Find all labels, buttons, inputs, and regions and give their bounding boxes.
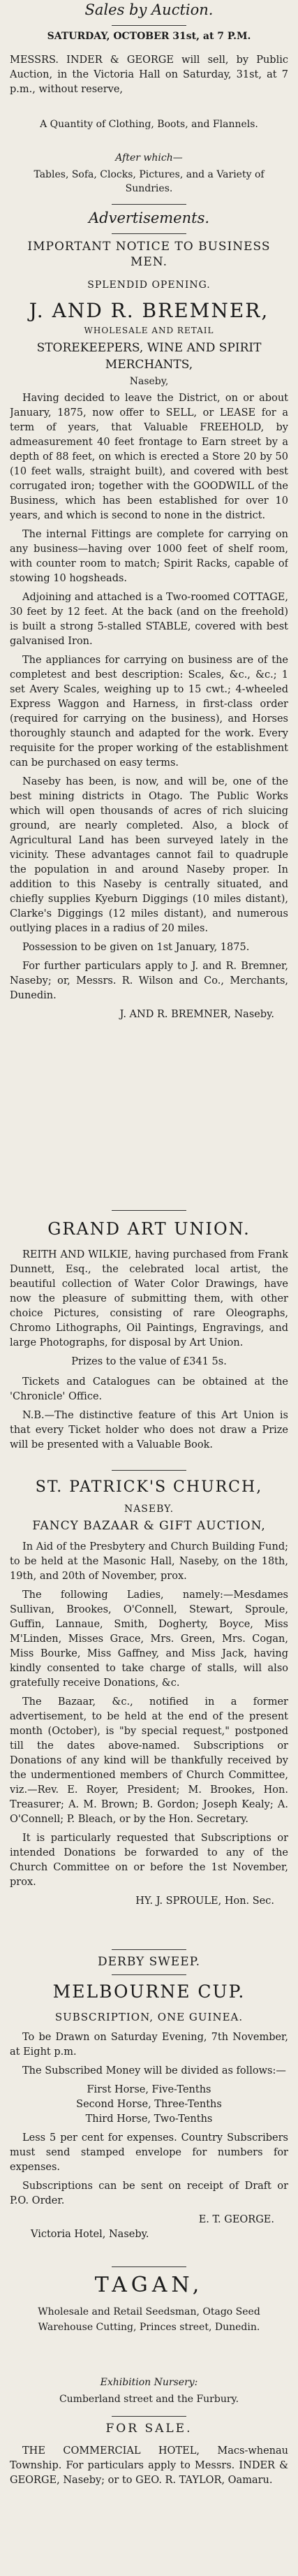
church-paragraph: The following Ladies, namely:—Mesdames Sullivan, Brookes, O'Connell, Stewart, Sproule, Guffin, Lannaue, Smith, Dogherty, Boyce, Miss M'Linden, Misses Grace, Mrs. Green, Mrs. Cogan, Miss Bourke, Miss Gaffney, and Miss Jack, having kindly consented to take charge of stalls, will also gratefully receive Donations, &c. <box>10 1589 288 1689</box>
divider <box>112 2266 186 2267</box>
divider <box>112 233 186 234</box>
art-union-paragraph: N.B.—The distinctive feature of this Art Union is that every Ticket holder who does not draw a Prize will be presented with a Valuable Book. <box>10 1410 288 1450</box>
firm-subtitle: WHOLESALE AND RETAIL <box>84 326 214 335</box>
church-title: ST. PATRICK'S CHURCH, <box>35 1478 263 1496</box>
church-paragraph: The Bazaar, &c., notified in a former advertisement, to be held at the end of the present month (October), is "by special request," postponed till the dates above-named. Subscriptions or Donations of any kind will be thankfully received by the undermentioned members of Church Committee, viz.—Rev. E. Royer, President; M. Brookes, Hon. Treasurer; A. M. Brown; B. Gordon; Joseph Kealy; A. O'Connell; P. Bleach, or by the Hon. Secretary. <box>10 1696 288 1825</box>
derby-title: DERBY SWEEP. <box>98 1955 200 1969</box>
cup-paragraph: Subscriptions can be sent on receipt of Draft or P.O. Order. <box>10 2181 288 2206</box>
notice-body <box>10 391 288 1205</box>
sale-body <box>10 2444 288 2570</box>
divider <box>112 25 186 26</box>
divider <box>112 2416 186 2417</box>
notice-paragraph: Possession to be given on 1st January, 1875. <box>22 942 250 953</box>
firm-name: J. AND R. BREMNER, <box>29 299 269 322</box>
sale-title: FOR SALE. <box>105 2422 193 2436</box>
auction-after: After which— <box>115 152 183 163</box>
notice-signature: J. AND R. BREMNER, Naseby. <box>119 1009 274 1020</box>
notice-title: IMPORTANT NOTICE TO BUSINESS MEN. <box>27 240 271 269</box>
heading-text: Sales by Auction. <box>84 1 214 18</box>
notice-paragraph: The appliances for carrying on business are of the completest and best description: Scales, &c., &c.; 1 set Avery Scales, weighing up to 15 cwt.; 4-wheeled Express Waggon and Harness, in first-class order (required for carrying on the business), and Horses thoroughly staunch and adapted for the work. Every requisite for the proper working of the establishment can be purchased on easy terms. <box>10 655 288 769</box>
cup-list-item: Third Horse, Two-Tenths <box>85 2113 213 2125</box>
firm-trade: STOREKEEPERS, WINE AND SPIRIT MERCHANTS, <box>36 341 262 372</box>
notice-paragraph: Having decided to leave the District, on or about January, 1875, now offer to SELL, or LEASE for a term of years, that Valuable FREEHOLD, by admeasurement 40 feet frontage to Earn street by a depth of 88 feet, on which is erected a Store 20 by 50 (10 feet walls, straight built), and covered with best corrugated iron; together with the GOODWILL of the Business, which has been established for over 10 years, and which is second to none in the district. <box>10 393 288 521</box>
tagan-nursery-place: Cumberland street and the Furbury. <box>59 2394 239 2405</box>
church-paragraph: In Aid of the Presbytery and Church Building Fund; to be held at the Masonic Hall, Naseby, on the 18th, 19th, and 20th of November, prox. <box>10 1541 288 1582</box>
section-heading-sales <box>10 1 288 22</box>
art-union-paragraph: Tickets and Catalogues can be obtained at the 'Chronicle' Office. <box>10 1376 288 1402</box>
firm-place: Naseby, <box>129 376 169 387</box>
notice-paragraph: The internal Fittings are complete for carrying on any business—having over 1000 feet of shelf room, with counter room to match; Spirit Racks, capable of stowing 10 hogsheads. <box>10 529 288 584</box>
church-subtitle: FANCY BAZAAR & GIFT AUCTION, <box>32 1519 266 1533</box>
tagan-nursery: Exhibition Nursery: <box>100 2377 198 2388</box>
sale-paragraph: THE COMMERCIAL HOTEL, Macs-whenau Township. For particulars apply to Messrs. INDER & GEORGE, Naseby; or to GEO. R. TAYLOR, Oamaru. <box>10 2445 288 2486</box>
church-place: NASEBY. <box>124 1504 174 1515</box>
notice-paragraph: Naseby has been, is now, and will be, one of the best mining districts in Otago. The Public Works which will open thousands of acres of rich sluicing ground, are nearly completed. Also, a block of Agricultural Land has been surveyed lately in the vicinity. These advantages cannot fail to quadruple the population in and around Naseby proper. In addition to this Naseby is centrally situated, and chiefly supplies Kyeburn Diggings (10 miles distant), Clarke's Diggings (12 miles distant), and numerous outlying places in a radius of 20 miles. <box>10 776 288 934</box>
cup-subtitle: SUBSCRIPTION, ONE GUINEA. <box>54 2011 244 2023</box>
church-body <box>10 1540 288 1938</box>
tagan-body: Wholesale and Retail Seedsman, Otago Seed Warehouse Cutting, Princes street, Dunedin. <box>38 2306 260 2333</box>
notice-paragraph: Adjoining and attached is a Two-roomed COTTAGE, 30 feet by 12 feet. At the back (and on the freehold) is built a strong 5-stalled STABLE, covered with best galvanised Iron. <box>10 592 288 647</box>
cup-signature: E. T. GEORGE. <box>198 2214 274 2225</box>
cup-paragraph: The Subscribed Money will be divided as follows:— <box>22 2065 286 2076</box>
divider <box>112 1210 186 1211</box>
divider <box>112 204 186 205</box>
section-heading-advertisements <box>10 210 288 231</box>
cup-body <box>10 2030 288 2261</box>
divider <box>112 1974 186 1975</box>
art-union-paragraph: REITH AND WILKIE, having purchased from Frank Dunnett, Esq., the celebrated local artist, the beautiful collection of Water Color Drawings, have now the pleasure of submitting them, with other choice Pictures, consisting of rare Oleographs, Chromo Lithographs, Oil Paintings, Engravings, and large Photographs, for disposal by Art Union. <box>10 1249 288 1348</box>
auction-text: MESSRS. INDER & GEORGE will sell, by Public Auction, in the Victoria Hall on Saturday, 31st, at 7 p.m., without reserve, <box>10 54 288 95</box>
cup-place: Victoria Hotel, Naseby. <box>31 2229 149 2240</box>
auction-item-clothing: A Quantity of Clothing, Boots, and Flannels. <box>40 119 258 130</box>
auction-body <box>10 53 288 115</box>
auction-date: SATURDAY, OCTOBER 31st, at 7 P.M. <box>47 31 251 42</box>
cup-list-item: Second Horse, Three-Tenths <box>76 2099 222 2110</box>
notice-paragraph: For further particulars apply to J. and R. Bremner, Naseby; or, Messrs. R. Wilson and Co., Merchants, Dunedin. <box>10 961 288 1001</box>
art-union-title: GRAND ART UNION. <box>47 1219 251 1239</box>
church-paragraph: It is particularly requested that Subscriptions or intended Donations be forwarded to any of the Church Committee on or before the 1st November, prox. <box>10 1833 288 1888</box>
cup-paragraph: To be Drawn on Saturday Evening, 7th November, at Eight p.m. <box>10 2032 288 2058</box>
heading-text: Advertisements. <box>88 210 210 226</box>
cup-title: MELBOURNE CUP. <box>52 1981 246 2002</box>
church-signature: HY. J. SPROULE, Hon. Sec. <box>135 1895 274 1907</box>
tagan-title: TAGAN, <box>94 2273 204 2297</box>
auction-item-tables: Tables, Sofa, Clocks, Pictures, and a Variety of Sundries. <box>33 169 265 194</box>
divider <box>112 1470 186 1471</box>
notice-subtitle: SPLENDID OPENING. <box>87 279 211 291</box>
cup-list-item: First Horse, Five-Tenths <box>87 2084 211 2095</box>
cup-paragraph: Less 5 per cent for expenses. Country Subscribers must send stamped envelope for numbers for expenses. <box>10 2132 288 2173</box>
art-union-prizes: Prizes to the value of £341 5s. <box>71 1356 227 1367</box>
divider <box>112 1949 186 1950</box>
art-union-body <box>10 1248 288 1466</box>
